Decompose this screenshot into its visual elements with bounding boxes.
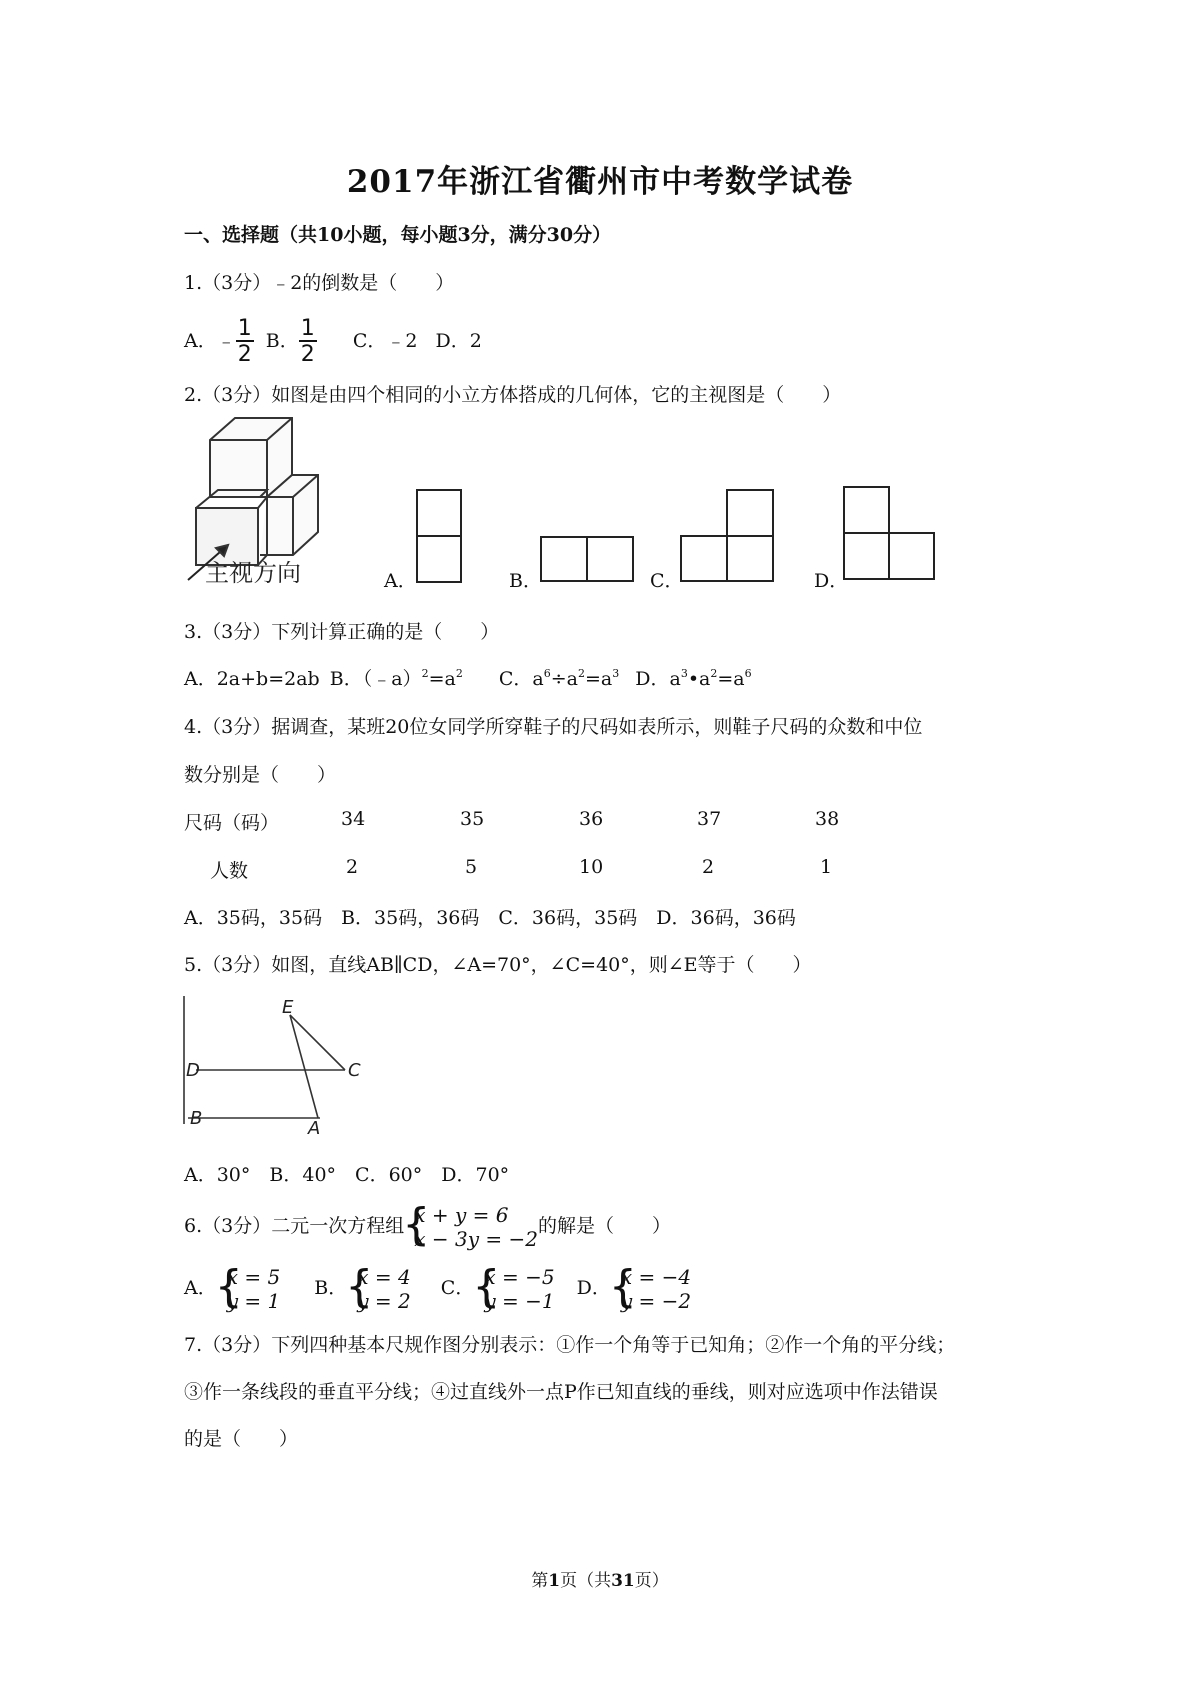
q6-option-d: { x = −4 y = −2	[608, 1261, 692, 1313]
q3-option-d: D．$a^3•a^2=a^6$	[635, 667, 752, 690]
question-2-stem: 2.（3分）如图是由四个相同的小立方体搭成的几何体，它的主视图是（ ）	[184, 384, 842, 406]
q6-option-b-label: B．	[314, 1277, 348, 1299]
q6-option-d-label: D．	[576, 1277, 611, 1299]
question-4-stem-1: 4.（3分）据调查，某班20位女同学所穿鞋子的尺码如表所示，则鞋子尺码的众数和中位	[184, 716, 923, 738]
q2-caption: 主视方向	[205, 559, 301, 587]
table-cell: 1	[820, 856, 833, 878]
q5-label-b: B	[190, 1108, 203, 1129]
q6-option-c: { x = −5 y = −1	[472, 1261, 555, 1313]
q3-option-b: B．$(﹣a)^2=a^2$	[329, 667, 463, 690]
q1-option-a-fraction: $\frac{1}{2}$	[237, 316, 252, 367]
table-cell: 35	[460, 808, 485, 830]
q2-option-b-figure	[541, 537, 633, 581]
question-7-stem-3: 的是（ ）	[184, 1428, 299, 1450]
q6-equation-system: { x + y = 6 x − 3y = −2	[402, 1199, 538, 1251]
section-heading: 一、选择题（共10小题，每小题3分，满分30分）	[184, 224, 612, 246]
table-cell: 37	[697, 808, 722, 830]
question-6-options	[184, 1261, 692, 1313]
q6-option-c-label: C．	[440, 1277, 475, 1299]
q6-option-a: { x = 5 y = 1	[214, 1261, 281, 1313]
q5-label-d: D	[186, 1060, 200, 1081]
q2-option-c-figure	[681, 490, 773, 581]
q2-option-d-label: D．	[814, 570, 849, 592]
question-4-stem-2: 数分别是（ ）	[184, 764, 337, 786]
question-6-stem	[184, 1199, 671, 1251]
total-pages: 31	[611, 1571, 635, 1591]
q5-label-e: E	[282, 997, 294, 1018]
q3-option-a: A．2a+b=2ab	[184, 668, 320, 690]
question-5-stem: 5.（3分）如图，直线AB∥CD，∠A=70°，∠C=40°，则∠E等于（ ）	[184, 954, 812, 976]
q1-option-d: D．2	[435, 330, 482, 352]
q2-option-d-figure	[844, 487, 934, 579]
q5-label-c: C	[348, 1060, 361, 1081]
q1-option-a-label: A．	[184, 330, 217, 352]
q1-option-a-sign: ﹣	[216, 330, 236, 352]
question-1-stem: 1.（3分）﹣2的倒数是（ ）	[184, 272, 455, 294]
question-7-stem-2: ③作一条线段的垂直平分线；④过直线外一点P作已知直线的垂线，则对应选项中作法错误	[184, 1381, 938, 1403]
table-cell: 34	[341, 808, 366, 830]
q6-option-a-label: A．	[184, 1277, 217, 1299]
table-cell: 10	[579, 856, 604, 878]
question-5-options: A．30° B．40° C．60° D．70°	[184, 1164, 510, 1186]
question-4-options: A．35码，35码 B．35码，36码 C．36码，35码 D．36码，36码	[184, 907, 796, 929]
q5-label-a: A	[308, 1118, 321, 1139]
table-cell: 2	[346, 856, 359, 878]
q6-option-b: { x = 4 y = 2	[345, 1261, 411, 1313]
table-cell: 36	[579, 808, 604, 830]
question-7-stem-1: 7.（3分）下列四种基本尺规作图分别表示：①作一个角等于已知角；②作一个角的平分线；	[184, 1334, 956, 1356]
question-3-stem: 3.（3分）下列计算正确的是（ ）	[184, 621, 500, 643]
table-cell: 38	[815, 808, 840, 830]
q2-option-c-label: C．	[650, 570, 684, 592]
q2-option-a-figure	[417, 490, 461, 582]
q3-option-c: C．$a^6\div a^2=a^3$	[498, 667, 620, 690]
table-row1-head: 尺码（码）	[184, 812, 280, 834]
q6-stem-post: 的解是（ ）	[537, 1215, 671, 1237]
q1-option-b-label: B．	[265, 330, 299, 352]
cube-solid-figure	[188, 418, 318, 580]
q1-option-b-fraction: $\frac{1}{2}$	[300, 316, 315, 367]
table-row2-head: 人数	[210, 860, 249, 882]
current-page-number: 1	[548, 1571, 561, 1591]
page-footer: 第1页（共31页）	[531, 1571, 669, 1591]
q6-stem-pre: 6.（3分）二元一次方程组	[184, 1215, 405, 1237]
question-3-options	[184, 664, 752, 691]
page-title: 2017年浙江省衢州市中考数学试卷	[346, 164, 854, 200]
q2-option-b-label: B．	[509, 570, 542, 592]
table-cell: 5	[465, 856, 478, 878]
q5-geometry-figure	[184, 996, 345, 1124]
q2-option-a-label: A．	[384, 570, 417, 592]
q1-option-c: C．﹣2	[352, 330, 418, 352]
table-cell: 2	[702, 856, 715, 878]
